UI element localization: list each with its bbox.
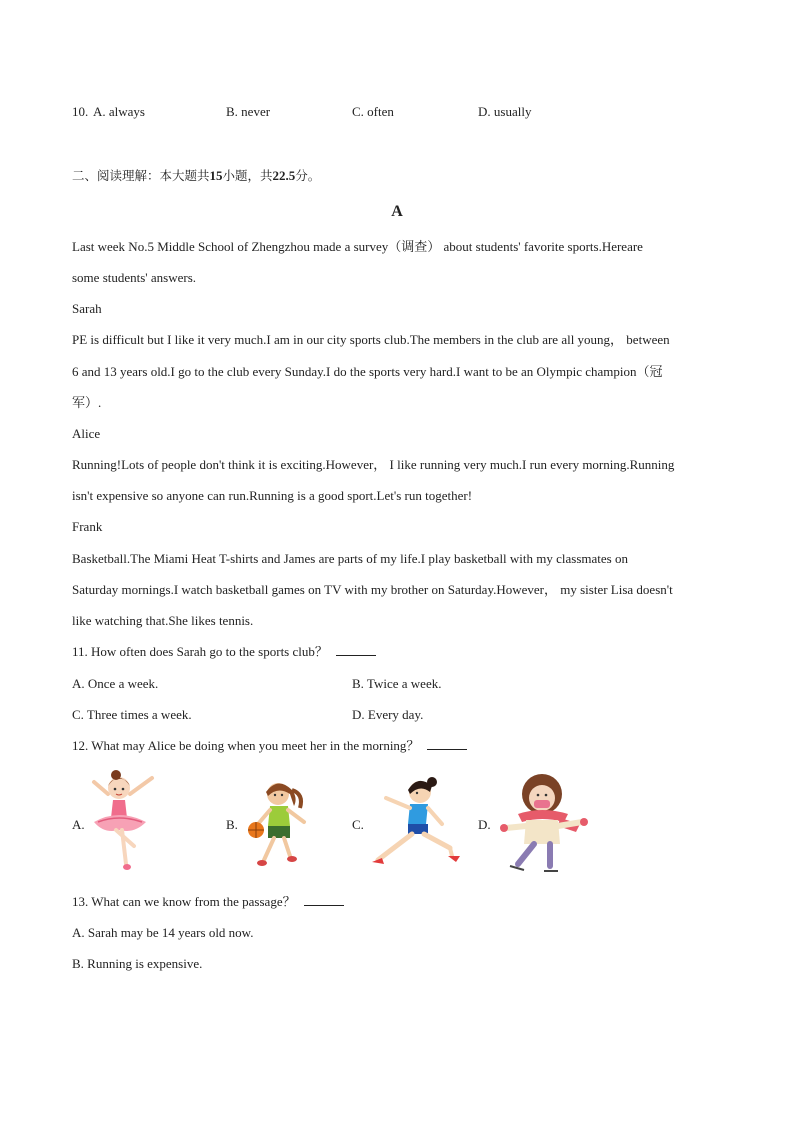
q10-option-c[interactable]: C. often (352, 104, 394, 119)
q12-question-text: 12. What may Alice be doing when you meet her in the morning？ (72, 738, 420, 753)
passage-title: A (391, 203, 403, 220)
speaker-sarah: Sarah (72, 301, 102, 316)
q12-option-d[interactable]: D. (478, 817, 491, 832)
q13-option-a[interactable]: A. Sarah may be 14 years old now. (72, 925, 254, 940)
q12-option-b[interactable]: B. (226, 817, 238, 832)
passage-line: PE is difficult but I like it very much.I am in our city sports club.The members in the club are all young， between (72, 332, 670, 347)
passage-line: Last week No.5 Middle School of Zhengzhou made a survey（调查） about students' favorite sports.Hereare (72, 239, 643, 254)
q13-option-b[interactable]: B. Running is expensive. (72, 956, 203, 971)
q12-option-a[interactable]: A. (72, 817, 85, 832)
q10-option-d[interactable]: D. usually (478, 104, 532, 119)
winter-girl-picture[interactable] (498, 770, 588, 876)
speaker-frank: Frank (72, 519, 103, 534)
basketball-girl-picture[interactable] (244, 780, 322, 870)
q10-option-b[interactable]: B. never (226, 104, 271, 119)
section-prefix: 二、阅读理解：本大题共 (72, 168, 210, 183)
passage-line: Saturday mornings.I watch basketball games on TV with my brother on Saturday.However， my sister Lisa doesn't (72, 582, 673, 597)
q12-option-c[interactable]: C. (352, 817, 364, 832)
section-suffix: 分。 (295, 168, 321, 183)
q11-option-a[interactable]: A. Once a week. (72, 676, 159, 691)
q13-question-text: 13. What can we know from the passage？ (72, 894, 296, 909)
section-heading (72, 166, 320, 184)
passage-line: Basketball.The Miami Heat T-shirts and James are parts of my life.I play basketball with my classmates on (72, 551, 628, 566)
q10-option-a[interactable]: A. always (93, 104, 145, 119)
speaker-alice: Alice (72, 426, 101, 441)
section-count: 15 (209, 168, 223, 183)
q13-question (72, 894, 344, 910)
passage-line: like watching that.She likes tennis. (72, 613, 254, 628)
passage-line: 6 and 13 years old.I go to the club every Sunday.I do the sports very hard.I want to be an Olympic champion（冠 (72, 364, 663, 379)
answer-blank[interactable] (336, 644, 376, 656)
passage-line: some students' answers. (72, 270, 197, 285)
q11-option-d[interactable]: D. Every day. (352, 707, 424, 722)
passage-line: 军）. (72, 395, 102, 410)
ballet-dancer-picture[interactable] (86, 772, 166, 874)
section-score: 22.5 (272, 168, 296, 183)
section-mid: 小题，共 (222, 168, 273, 183)
running-girl-picture[interactable] (368, 774, 464, 872)
q10-number: 10. (72, 104, 89, 119)
q11-option-c[interactable]: C. Three times a week. (72, 707, 192, 722)
q10-row (72, 104, 88, 120)
answer-blank[interactable] (427, 738, 467, 750)
answer-blank[interactable] (304, 894, 344, 906)
q12-question (72, 738, 467, 754)
passage-line: isn't expensive so anyone can run.Running is a good sport.Let's run together! (72, 488, 473, 503)
q11-question (72, 644, 376, 660)
q11-question-text: 11. How often does Sarah go to the sports club？ (72, 644, 328, 659)
passage-line: Running!Lots of people don't think it is exciting.However， I like running very much.I run every morning.Running (72, 457, 675, 472)
q11-option-b[interactable]: B. Twice a week. (352, 676, 442, 691)
